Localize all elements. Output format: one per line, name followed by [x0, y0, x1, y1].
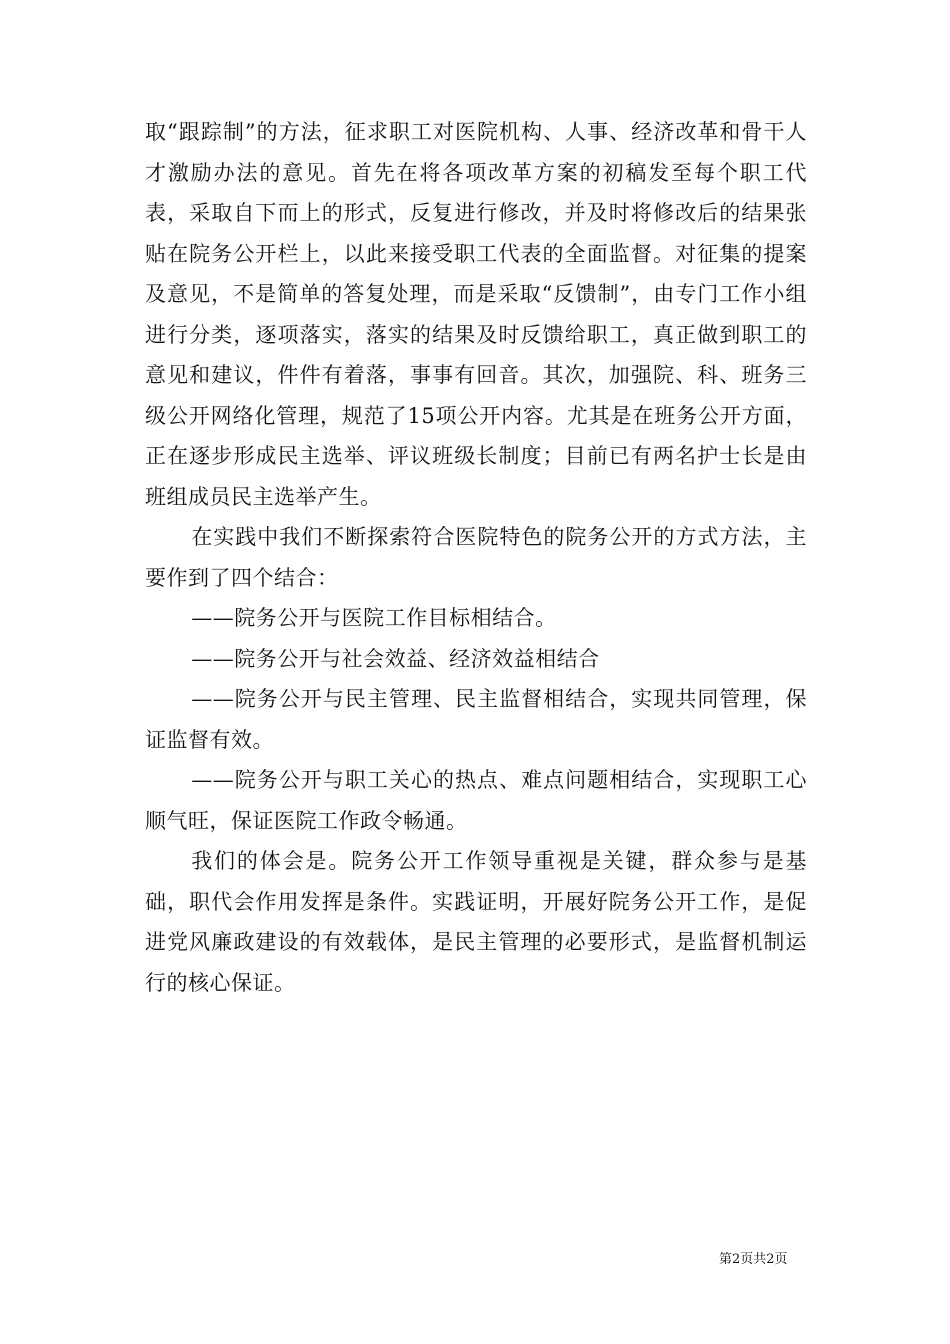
document-body	[145, 112, 807, 1003]
page-number-footer: 第2页共2页	[719, 1252, 788, 1267]
list-item-combination-3: ——院务公开与民主管理、民主监督相结合，实现共同管理，保证监督有效。	[145, 687, 807, 752]
paragraph-practice-intro: 在实践中我们不断探索符合医院特色的院务公开的方式方法，主要作到了四个结合：	[145, 525, 807, 590]
list-item-combination-2: ——院务公开与社会效益、经济效益相结合	[191, 646, 600, 671]
list-item-combination-1: ——院务公开与医院工作目标相结合。	[191, 606, 557, 630]
paragraph-conclusion: 我们的体会是。院务公开工作领导重视是关键，群众参与是基础，职代会作用发挥是条件。实践证明，开展好院务公开工作，是促进党风廉政建设的有效载体，是民主管理的必要形式，是监督机制运行的核心保证。	[145, 849, 807, 995]
list-item-combination-4: ——院务公开与职工关心的热点、难点问题相结合，实现职工心顺气旺，保证医院工作政令畅通。	[145, 768, 807, 833]
paragraph-continuation: 取“跟踪制”的方法，征求职工对医院机构、人事、经济改革和骨干人才激励办法的意见。首先在将各项改革方案的初稿发至每个职工代表，采取自下而上的形式，反复进行修改，并及时将修改后的结果张贴在院务公开栏上，以此来接受职工代表的全面监督。对征集的提案及意见，不是简单的答复处理，而是采取“反馈制”，由专门工作小组进行分类，逐项落实，落实的结果及时反馈给职工，真正做到职工的意见和建议，件件有着落，事事有回音。其次，加强院、科、班务三级公开网络化管理，规范了15项公开内容。尤其是在班务公开方面，正在逐步形成民主选举、评议班级长制度；目前已有两名护士长是由班组成员民主选举产生。	[145, 120, 807, 509]
